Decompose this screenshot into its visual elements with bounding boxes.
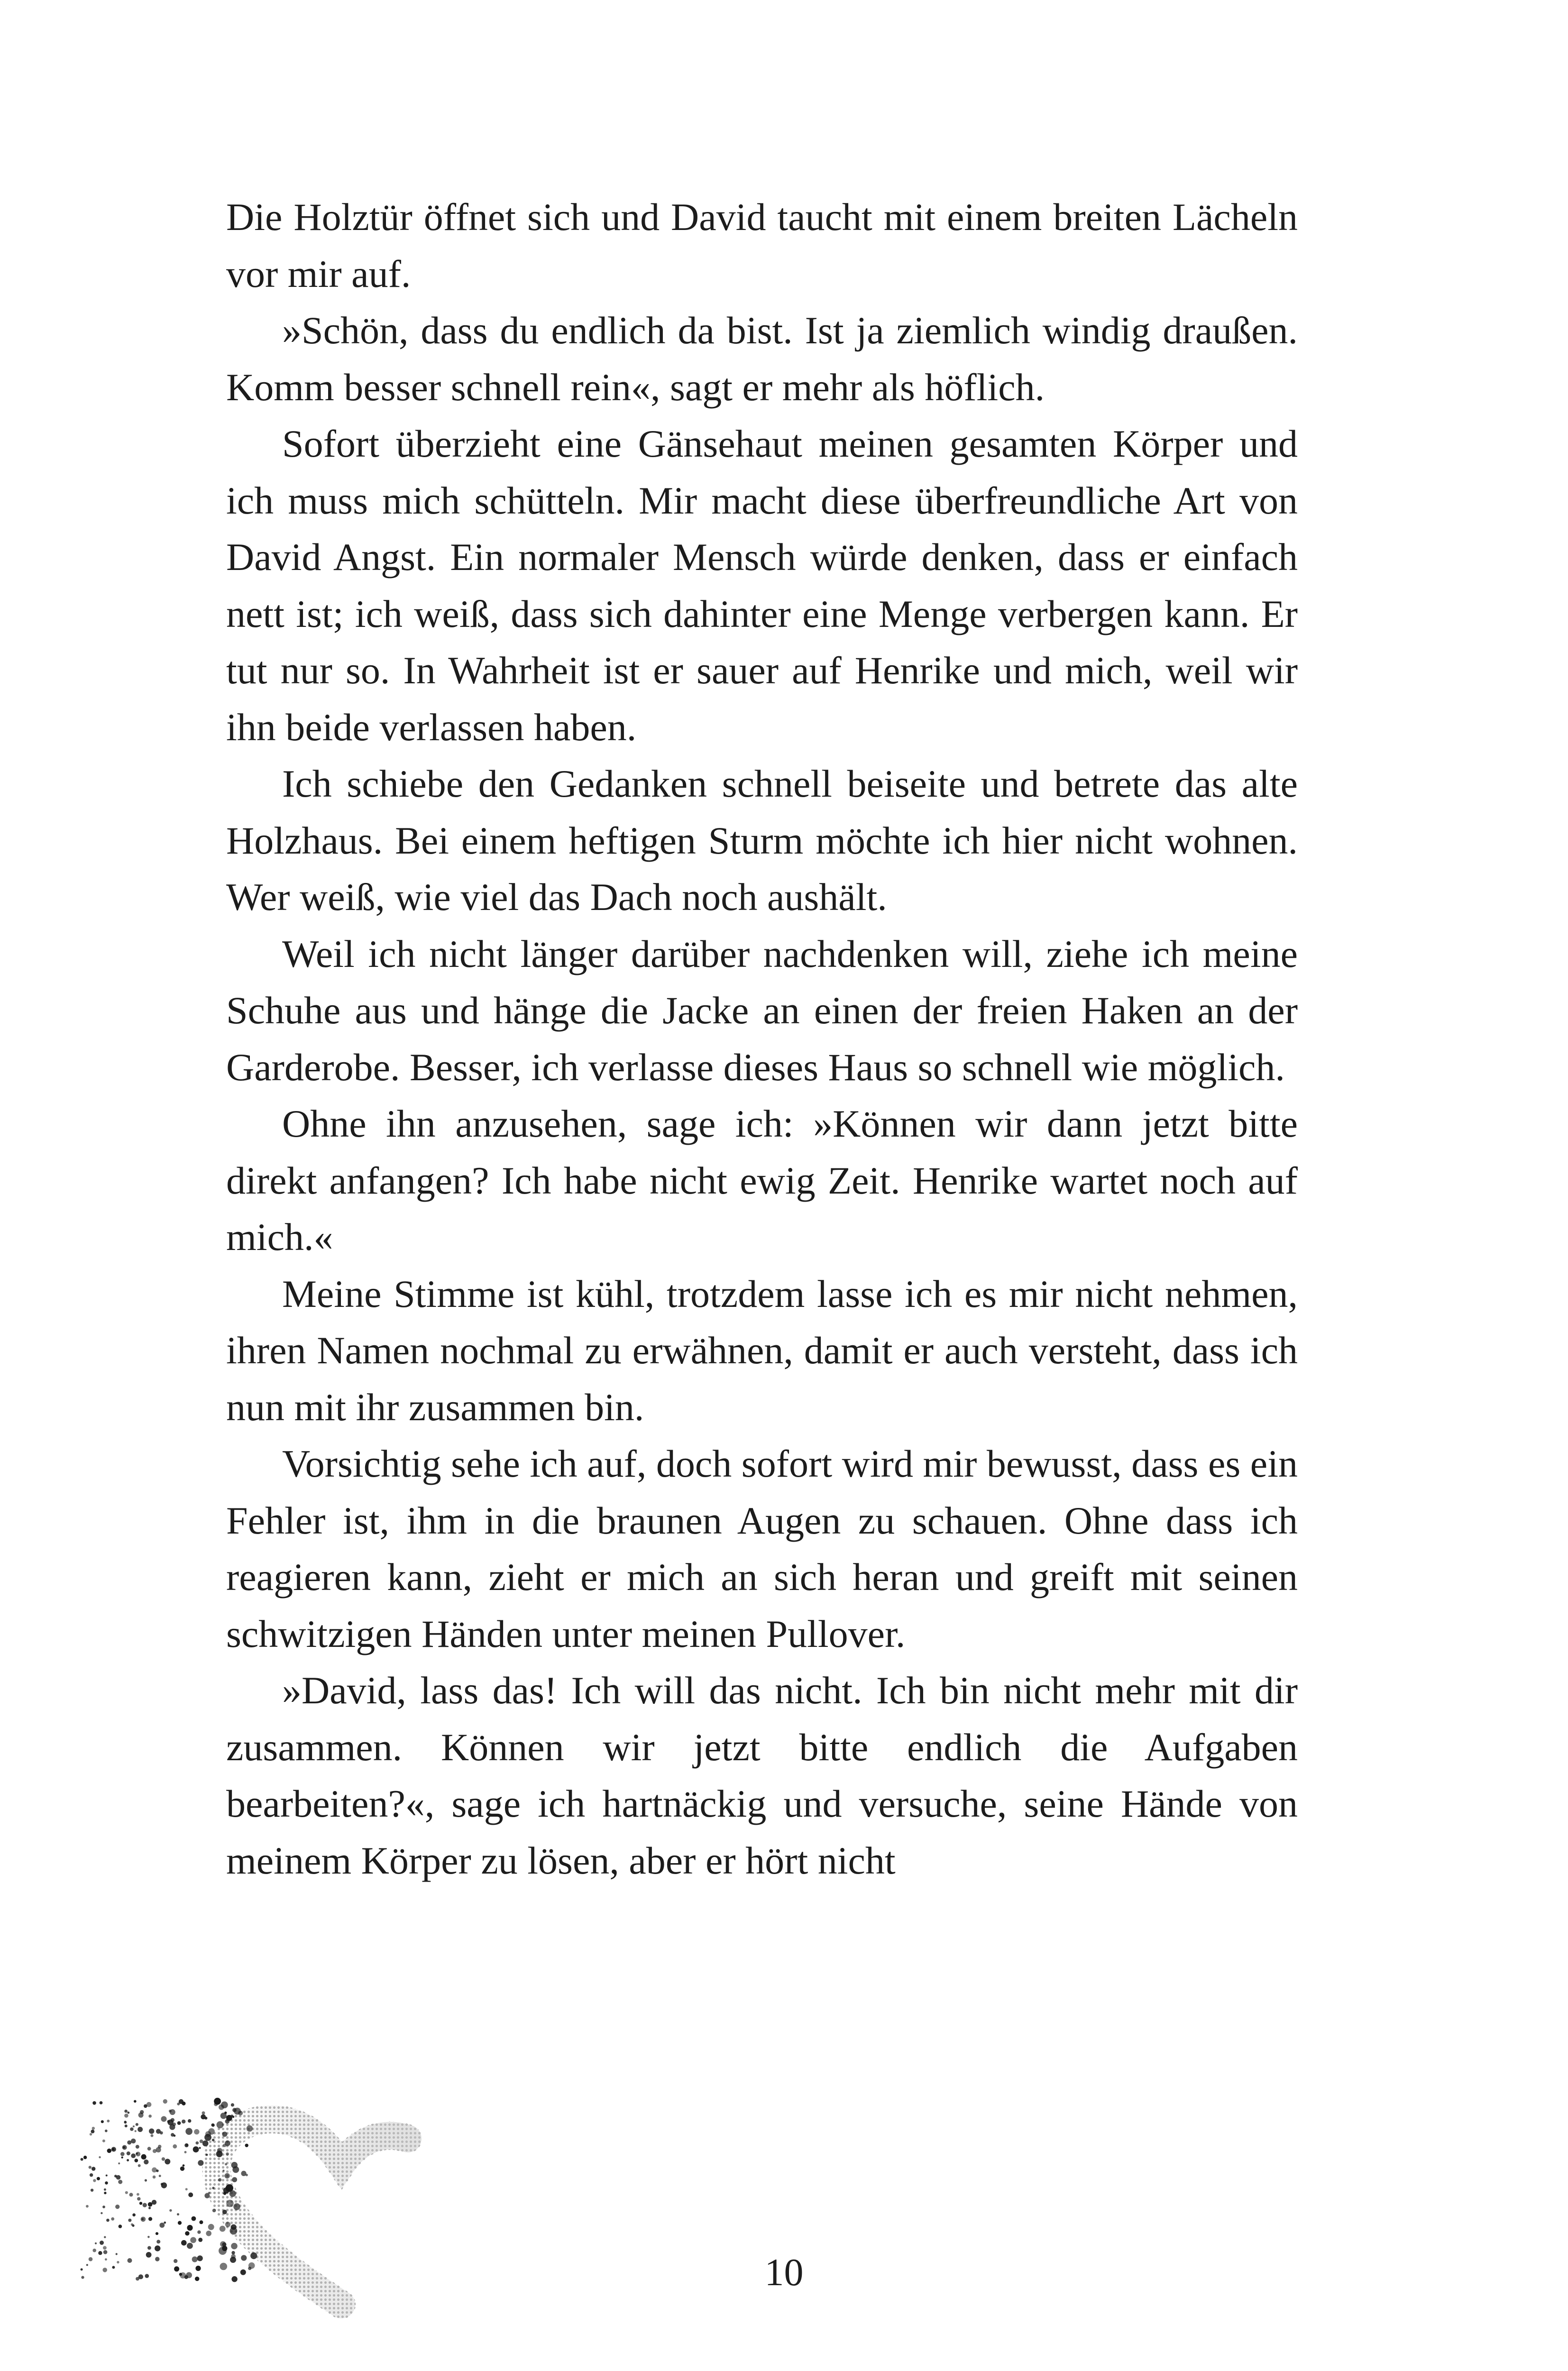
ornament-dot: [171, 2118, 174, 2122]
ornament-dot: [177, 2121, 181, 2125]
ornament-dot: [220, 2241, 226, 2247]
ornament-dot: [124, 2110, 128, 2113]
ornament-dot: [199, 2147, 201, 2149]
ornament-dot: [222, 2210, 227, 2215]
paragraph: Meine Stimme ist kühl, trotzdem lasse ich es mir nicht nehmen, ihren Namen nochmal zu erwähnen, damit er auch versteht, dass ich nun mit ihr zusammen bin.: [226, 1272, 1298, 1429]
ornament-dot: [156, 2129, 161, 2134]
ornament-dot: [105, 2181, 108, 2185]
ornament-dot: [231, 2243, 238, 2250]
ornament-dot: [169, 2124, 175, 2130]
ornament-dot: [162, 2157, 165, 2160]
ornament-dot: [136, 2152, 140, 2157]
ornament-dot: [153, 2149, 156, 2153]
ornament-dot: [115, 2205, 119, 2209]
ornament-dot: [177, 2103, 180, 2105]
ornament-dot: [123, 2146, 125, 2149]
ornament-dot: [131, 2139, 136, 2143]
ornament-dot: [107, 2149, 111, 2153]
ornament-dot: [190, 2237, 196, 2243]
ornament-dot: [225, 2141, 230, 2146]
ornament-dot: [90, 2133, 92, 2135]
ornament-dot: [161, 2183, 163, 2185]
ornament-dot: [202, 2141, 209, 2147]
ornament-dot: [151, 2134, 154, 2137]
ornament-dot: [223, 2187, 229, 2194]
ornament-dot: [208, 2224, 214, 2230]
ornament-dot: [214, 2102, 218, 2106]
ornament-dot: [148, 2217, 152, 2221]
ornament-dot: [136, 2123, 138, 2126]
ornament-dot: [220, 2226, 226, 2232]
ornament-dot: [148, 2114, 152, 2118]
ornament-dot: [182, 2102, 185, 2105]
ornament-dot: [100, 2241, 104, 2245]
ornament-dot: [89, 2166, 92, 2169]
paragraph: Sofort überzieht eine Gänsehaut meinen gesamten Körper und ich muss mich schütteln. Mir macht diese überfreundliche Art von David Angst. Ein normaler Mensch würde denken, dass er einfach nett ist; ich weiß, dass sich dahinter eine Menge verbergen kann. Er tut nur so. In Wahrheit ist er sauer auf Henrike und mich, weil wir ihn beide verlassen haben.: [226, 422, 1298, 749]
ornament-dot: [131, 2153, 136, 2158]
ornament-dot: [206, 2231, 211, 2236]
ornament-dot: [217, 2148, 222, 2153]
ornament-dot: [138, 2127, 143, 2132]
ornament-dot: [148, 2207, 151, 2209]
ornament-dot: [138, 2113, 144, 2118]
ornament-dot: [194, 2129, 199, 2134]
ornament-dot: [128, 2219, 131, 2222]
ornament-dot: [147, 2236, 150, 2238]
ornament-dot: [104, 2236, 106, 2238]
paragraph: Vorsichtig sehe ich auf, doch sofort wird mir bewusst, dass es ein Fehler ist, ihm in die braunen Augen zu schauen. Ohne dass ich reagieren kann, zieht er mich an sich heran und greift mit seinen schwitzigen Händen unter meinen Pullover.: [226, 1442, 1298, 1655]
ornament-dot: [119, 2224, 122, 2228]
ornament-dot: [233, 2203, 240, 2210]
ornament-dot: [102, 2140, 105, 2142]
ornament-dot: [156, 2147, 161, 2152]
ornament-dot: [132, 2214, 136, 2217]
ornament-dot: [179, 2099, 183, 2104]
ornament-dot: [184, 2151, 187, 2153]
ornament-dot: [200, 2140, 203, 2143]
ornament-dot: [216, 2150, 223, 2157]
ornament-dot: [221, 2102, 228, 2109]
ornament-dot: [118, 2180, 122, 2184]
ornament-dot: [100, 2101, 103, 2104]
ornament-dot: [181, 2240, 187, 2246]
ornament-dot: [160, 2131, 163, 2134]
ornament-dot: [230, 2114, 233, 2117]
ornament-dot: [204, 2134, 211, 2141]
ornament-dot: [230, 2227, 238, 2235]
paragraph: Weil ich nicht länger darüber nachdenken will, ziehe ich meine Schuhe aus und hänge die Jacke an einen der freien Haken an der Garderobe. Besser, ich verlasse dieses Haus so schnell wie möglich.: [226, 932, 1298, 1089]
ornament-dot: [198, 2238, 202, 2242]
ornament-dot: [102, 2206, 105, 2208]
ornament-dot: [234, 2108, 241, 2115]
ornament-dot: [232, 2108, 237, 2112]
ornament-dot: [196, 2141, 199, 2145]
ornament-dot: [104, 2192, 106, 2194]
paragraph: Die Holztür öffnet sich und David taucht mit einem breiten Lächeln vor mir auf.: [226, 195, 1298, 295]
ornament-dot: [132, 2224, 134, 2227]
ornament-dot: [218, 2178, 221, 2181]
ornament-dot: [247, 2125, 253, 2132]
ornament-dot: [178, 2221, 182, 2225]
ornament-dot: [120, 2152, 125, 2156]
ornament-dot: [204, 2117, 207, 2120]
ornament-dot: [103, 2246, 107, 2250]
ornament-dot: [99, 2156, 101, 2158]
ornament-dot: [169, 2110, 172, 2113]
ornament-dot: [140, 2110, 144, 2114]
ornament-dot: [125, 2124, 128, 2127]
ornament-dot: [144, 2104, 147, 2108]
ornament-dot: [136, 2145, 139, 2149]
ornament-dot: [114, 2175, 117, 2178]
ornament-dot: [149, 2129, 154, 2134]
ornament-dot: [169, 2209, 172, 2212]
paragraph: »David, lass das! Ich will das nicht. Ich bin nicht mehr mit dir zusammen. Können wir jetzt bitte endlich die Aufgaben bearbeiten?«, sage ich hartnäckig und versuche, seine Hände von meinem Körper zu lösen, aber er hört nicht: [226, 1669, 1298, 1882]
ornament-dot: [137, 2193, 139, 2196]
ornament-dot: [184, 2143, 188, 2147]
ornament-dot: [220, 2113, 227, 2119]
ornament-dot: [134, 2159, 138, 2162]
ornament-dot: [135, 2130, 137, 2132]
ornament-dot: [223, 2144, 226, 2147]
ornament-dot: [211, 2123, 215, 2127]
ornament-dot: [125, 2191, 128, 2194]
ornament-dot: [226, 2115, 232, 2121]
ornament-dot: [161, 2182, 167, 2188]
ornament-dot: [226, 2152, 229, 2156]
ornament-dot: [222, 2242, 226, 2247]
ornament-dot: [97, 2177, 100, 2180]
ornament-dot: [167, 2120, 170, 2123]
ornament-dot: [180, 2167, 184, 2171]
ornament-dot: [101, 2120, 104, 2123]
ornament-dot: [105, 2130, 108, 2132]
ornament-dot: [147, 2246, 151, 2250]
ornament-dot: [182, 2120, 185, 2123]
ornament-dot: [188, 2193, 193, 2197]
ornament-dot: [133, 2125, 135, 2127]
ornament-dot: [224, 2112, 227, 2114]
ornament-dot: [129, 2193, 133, 2196]
ornament-dot: [246, 2174, 248, 2176]
ornament-dot: [197, 2230, 201, 2233]
ornament-dot: [225, 2119, 230, 2124]
ornament-dot: [186, 2144, 188, 2146]
ornament-dot: [111, 2217, 114, 2221]
ornament-dot: [231, 2224, 237, 2230]
ornament-dot: [118, 2162, 120, 2164]
ornament-dot: [185, 2188, 188, 2190]
ornament-dot: [199, 2220, 203, 2224]
ornament-dot: [164, 2222, 166, 2224]
ornament-dot: [153, 2176, 156, 2179]
ornament-dot: [156, 2169, 159, 2172]
body-text: [226, 189, 1298, 1889]
ornament-dot: [134, 2100, 137, 2103]
ornament-dot: [124, 2114, 128, 2118]
ornament-dot: [245, 2144, 248, 2147]
ornament-dot: [222, 2132, 228, 2137]
ornament-dot: [152, 2200, 156, 2205]
ornament-dot: [231, 2162, 238, 2169]
ornament-dot: [204, 2193, 210, 2198]
ornament-dot: [124, 2121, 127, 2124]
ornament-dot: [238, 2111, 243, 2115]
ornament-dot: [231, 2103, 234, 2106]
ornament-dot: [224, 2173, 229, 2178]
ornament-dot: [147, 2102, 152, 2107]
ornament-dot: [106, 2219, 110, 2222]
ornament-dot: [159, 2175, 161, 2177]
ornament-dot: [208, 2192, 211, 2194]
ornament-dot: [111, 2147, 116, 2151]
ornament-dot: [187, 2225, 193, 2231]
ornament-dot: [91, 2130, 95, 2133]
ornament-dot: [225, 2222, 230, 2227]
ornament-dot: [112, 2148, 114, 2150]
ornament-dot: [91, 2189, 93, 2192]
ornament-dot: [229, 2190, 236, 2197]
ornament-dot: [173, 2123, 176, 2126]
ornament-dot: [127, 2112, 129, 2114]
ornament-dot: [156, 2240, 160, 2243]
ornament-dot: [241, 2171, 246, 2176]
ornament-dot: [212, 2187, 214, 2189]
ornament-dot: [116, 2175, 121, 2180]
ornament-dot: [226, 2184, 233, 2192]
ornament-dot: [174, 2134, 176, 2137]
ornament-dot: [104, 2188, 106, 2191]
ornament-dot: [214, 2098, 221, 2105]
ornament-dot: [206, 2154, 208, 2156]
ornament-dot: [161, 2116, 167, 2122]
ornament-dot: [158, 2145, 162, 2149]
page-number: 10: [764, 2251, 804, 2294]
ornament-dot: [208, 2128, 215, 2135]
ornament-dot: [101, 2212, 102, 2214]
ornament-dot: [139, 2202, 142, 2205]
ornament-dot: [225, 2163, 227, 2166]
ornament-dot: [232, 2116, 234, 2118]
ornament-dot: [147, 2147, 151, 2150]
ornament-dot: [95, 2242, 97, 2244]
ornament-dot: [86, 2205, 89, 2208]
ornament-dot: [127, 2159, 129, 2161]
ornament-dot: [188, 2119, 191, 2123]
ornament-dot: [83, 2156, 87, 2159]
ornament-dot: [131, 2223, 133, 2225]
ornament-dot: [152, 2168, 157, 2173]
ornament-dot: [138, 2164, 141, 2167]
ornament-dot: [127, 2151, 130, 2155]
ornament-dot: [183, 2164, 185, 2167]
ornament-dot: [148, 2202, 153, 2207]
ornament-dot: [143, 2203, 147, 2207]
ornament-dot: [185, 2231, 189, 2235]
ornament-dot: [232, 2166, 239, 2173]
ornament-dot: [211, 2123, 214, 2127]
ornament-dot: [165, 2159, 170, 2164]
ornament-dot: [144, 2160, 148, 2164]
ornament-dot: [193, 2146, 199, 2152]
ornament-dot: [141, 2217, 146, 2222]
ornament-dot: [167, 2120, 173, 2125]
ornament-dot: [136, 2152, 138, 2154]
ornament-dot: [223, 2170, 225, 2172]
ornament-dot: [106, 2175, 108, 2177]
ornament-dot: [127, 2141, 131, 2145]
ornament-dot: [187, 2243, 193, 2249]
ornament-dot: [92, 2167, 95, 2170]
ornament-dot: [90, 2173, 93, 2177]
ornament-dot: [223, 2192, 227, 2195]
ornament-dot: [145, 2179, 147, 2181]
ornament-dot: [205, 2131, 211, 2137]
ornament-dot: [177, 2213, 179, 2215]
ornament-dot: [121, 2157, 123, 2159]
ornament-dot: [185, 2128, 193, 2135]
ornament-dot: [170, 2109, 175, 2115]
ornament-dot: [124, 2121, 127, 2123]
ornament-dot: [232, 2177, 237, 2182]
ornament-dot: [156, 2232, 158, 2235]
ornament-dot: [141, 2218, 144, 2221]
ornament-dot: [130, 2127, 134, 2131]
ornament-dot: [92, 2101, 96, 2105]
ornament-dot: [192, 2216, 196, 2221]
paragraph: Ohne ihn anzusehen, sage ich: »Können wir dann jetzt bitte direkt anfangen? Ich habe nicht ewig Zeit. Henrike wartet noch auf mich.«: [226, 1102, 1298, 1259]
ornament-dot: [212, 2209, 216, 2213]
paragraph: »Schön, dass du endlich da bist. Ist ja ziemlich windig draußen. Komm besser schnell rein«, sagt er mehr als höflich.: [226, 309, 1298, 409]
ornament-dot: [92, 2127, 95, 2130]
ornament-dot: [171, 2133, 174, 2137]
ornament-dot: [217, 2121, 224, 2128]
paragraph: Ich schiebe den Gedanken schnell beiseite und betrete das alte Holzhaus. Bei einem heftigen Sturm möchte ich hier nicht wohnen. Wer weiß, wie viel das Dach noch aushält.: [226, 762, 1298, 919]
ornament-dot: [141, 2154, 147, 2160]
ornament-dot: [212, 2139, 215, 2141]
ornament-dot: [122, 2145, 127, 2150]
ornament-dot: [226, 2200, 233, 2207]
ornament-dot: [219, 2104, 224, 2110]
ornament-dot: [93, 2179, 96, 2182]
ornament-dot: [198, 2160, 203, 2166]
ornament-dot: [107, 2120, 110, 2123]
ornament-dot: [202, 2111, 205, 2114]
ornament-dot: [81, 2158, 83, 2161]
ornament-dot: [201, 2114, 206, 2120]
ornament-dot: [137, 2197, 140, 2200]
ornament-dot: [173, 2144, 177, 2149]
ornament-dot: [163, 2099, 167, 2104]
ornament-dot: [159, 2223, 165, 2228]
